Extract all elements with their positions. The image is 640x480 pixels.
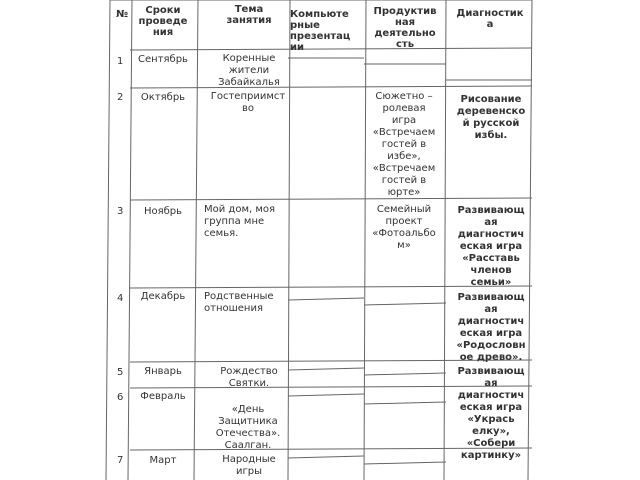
- header-period: Сроки проведе ния: [138, 5, 188, 38]
- row-5-num: 5: [117, 367, 124, 378]
- row-1-theme: Коренные жители Забайкалья: [218, 53, 280, 88]
- grid-line-col5: [444, 0, 446, 480]
- inner-sep-e: [364, 303, 446, 305]
- row-4-period: Декабрь: [140, 291, 186, 302]
- row-7-period: Март: [149, 455, 177, 466]
- inner-sep-h: [288, 394, 364, 396]
- grid-line-left: [106, 0, 110, 480]
- row-2-theme: Гостеприимст во: [210, 91, 286, 114]
- row-4-theme: Родственные отношения: [204, 291, 274, 314]
- row-7-num: 7: [117, 455, 124, 466]
- row-sep-3: [130, 198, 532, 200]
- row-6-num: 6: [117, 392, 124, 403]
- row-5-theme: Рождество Святки.: [220, 366, 278, 389]
- row-1-num: 1: [117, 56, 124, 67]
- row-3-productive: Семейный проект «Фотоальбо м»: [372, 204, 436, 251]
- row-2-period: Октябрь: [140, 92, 186, 103]
- row-2-diagnostics: Рисование деревенско й русской избы.: [456, 94, 526, 141]
- inner-sep-f: [288, 368, 364, 370]
- row-2-productive: Сюжетно – ролевая игра «Встречаем гостей в избе», «Встречаем гостей в юрте»: [372, 91, 436, 198]
- row-5-diagnostics: Развивающ ая диагностич еская игра «Укрась елку», «Собери картинку»: [457, 366, 525, 461]
- row-2-num: 2: [117, 92, 124, 103]
- row-3-period: Ноябрь: [143, 206, 183, 217]
- header-productive: Продуктив ная деятельно сть: [373, 6, 437, 50]
- row-3-theme: Мой дом, моя группа мне семья.: [204, 204, 276, 239]
- header-num: №: [116, 9, 129, 20]
- row-5-period: Январь: [144, 366, 182, 377]
- row-7-theme: Народные игры: [222, 454, 276, 477]
- row-3-num: 3: [117, 206, 124, 217]
- inner-sep-g: [364, 373, 446, 375]
- row-4-num: 4: [117, 293, 124, 304]
- inner-sep-k: [364, 462, 446, 464]
- header-theme: Тема занятия: [226, 4, 272, 26]
- inner-sep-i: [364, 402, 446, 404]
- row-1-period: Сентябрь: [138, 54, 188, 65]
- inner-sep-j: [288, 456, 364, 458]
- header-presentations: Компьюте рные презентац ии: [290, 9, 351, 53]
- row-4-diagnostics: Развивающ ая диагностич еская игра «Родословн ое древо».: [456, 292, 526, 363]
- header-diagnostics: Диагностик а: [456, 8, 524, 30]
- grid-line-col1: [128, 0, 132, 480]
- row-sep-2: [130, 86, 532, 88]
- inner-sep-d: [288, 298, 364, 300]
- grid-line-col2: [194, 0, 198, 480]
- row-3-diagnostics: Развивающ ая диагностич еская игра «Расставь членов семьи»: [457, 205, 525, 288]
- row-6-period: Февраль: [140, 391, 186, 402]
- row-6-theme: «День Защитника Отечества». Саалган.: [215, 404, 281, 451]
